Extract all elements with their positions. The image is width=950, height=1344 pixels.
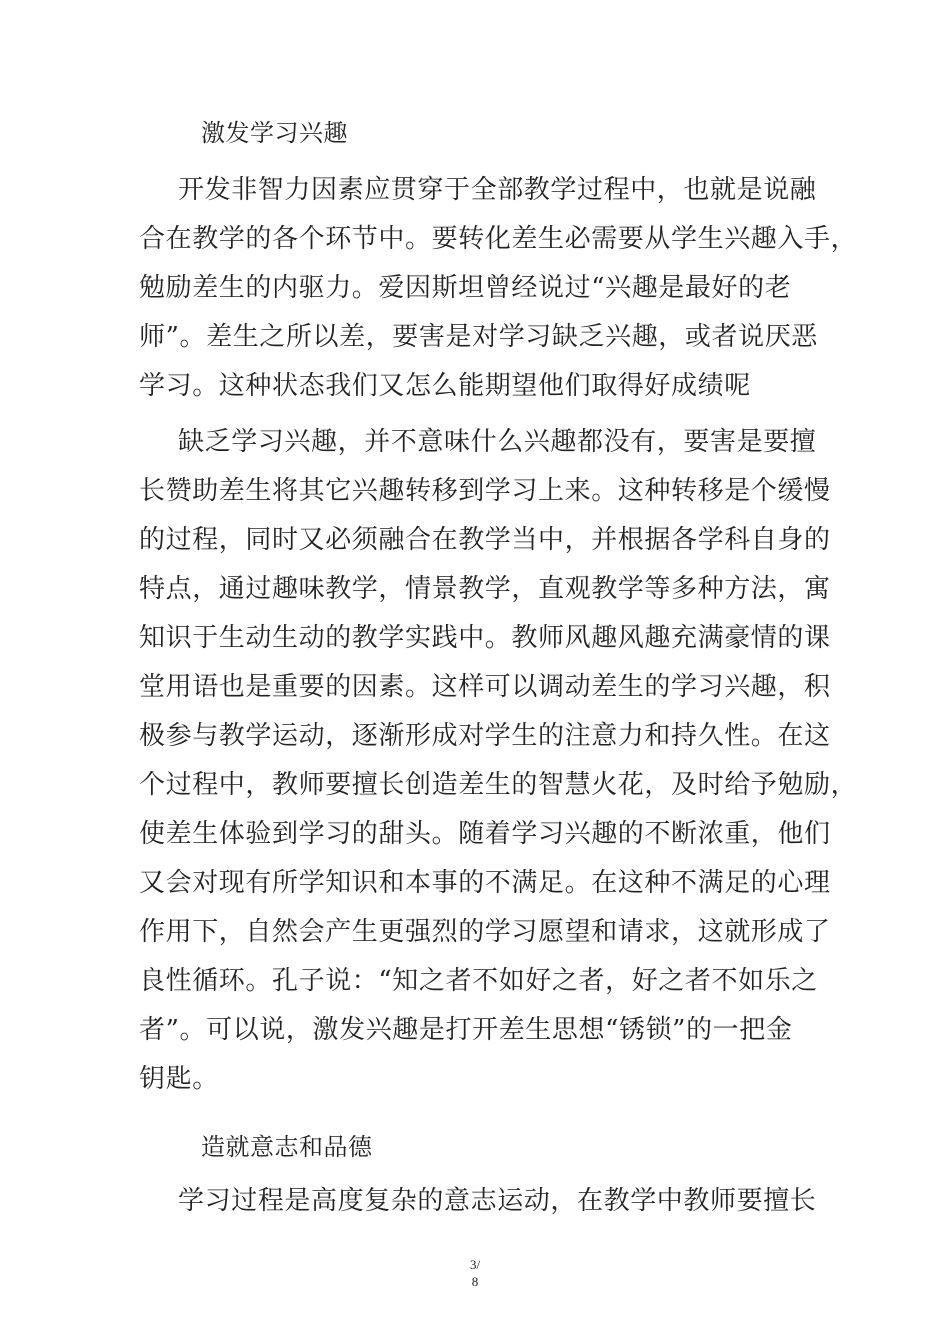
paragraph-line: 学习。这种状态我们又怎么能期望他们取得好成绩呢 (139, 371, 751, 401)
page-number-current: 3/ (469, 1257, 481, 1272)
page-number (445, 1256, 505, 1290)
paragraph-line: 又会对现有所学知识和本事的不满足。在这种不满足的心理 (139, 868, 831, 898)
paragraph-line: 个过程中，教师要擅长创造差生的智慧火花，及时给予勉励， (139, 770, 858, 800)
paragraph-line: 者”。可以说，激发兴趣是打开差生思想“锈锁”的一把金 (139, 1015, 793, 1045)
paragraph-line: 使差生体验到学习的甜头。随着学习兴趣的不断浓重，他们 (139, 819, 831, 849)
paragraph-line: 堂用语也是重要的因素。这样可以调动差生的学习兴趣，积 (139, 672, 831, 702)
paragraph-line: 良性循环。孔子说：“知之者不如好之者，好之者不如乐之 (139, 966, 818, 996)
paragraph-line: 师”。差生之所以差，要害是对学习缺乏兴趣，或者说厌恶 (139, 322, 818, 352)
paragraph-3 (139, 1177, 829, 1226)
paragraph-line: 钥匙。 (139, 1064, 219, 1094)
paragraph-line: 合在教学的各个环节中。要转化差生必需要从学生兴趣入手， (139, 224, 858, 254)
paragraph-line: 学习过程是高度复杂的意志运动，在教学中教师要擅长 (178, 1186, 817, 1216)
paragraph-line: 勉励差生的内驱力。爱因斯坦曾经说过“兴趣是最好的老 (139, 273, 792, 303)
paragraph-line: 特点，通过趣味教学，情景教学，直观教学等多种方法，寓 (139, 574, 831, 604)
paragraph-line: 极参与教学运动，逐渐形成对学生的注意力和持久性。在这 (139, 721, 831, 751)
paragraph-line: 知识于生动生动的教学实践中。教师风趣风趣充满豪情的课 (139, 623, 831, 653)
paragraph-line: 开发非智力因素应贯穿于全部教学过程中，也就是说融 (178, 175, 817, 205)
section-heading-interest: 激发学习兴趣 (201, 119, 348, 147)
paragraph-line: 长赞助差生将其它兴趣转移到学习上来。这种转移是个缓慢 (139, 476, 831, 506)
paragraph-line: 作用下，自然会产生更强烈的学习愿望和请求，这就形成了 (139, 917, 831, 947)
section-heading-willpower: 造就意志和品德 (201, 1133, 373, 1161)
paragraph-2 (139, 418, 858, 1104)
paragraph-line: 缺乏学习兴趣，并不意味什么兴趣都没有，要害是要擅 (178, 427, 817, 457)
paragraph-line: 的过程，同时又必须融合在教学当中，并根据各学科自身的 (139, 525, 831, 555)
page-number-total: 8 (471, 1274, 479, 1289)
paragraph-1 (139, 166, 858, 411)
